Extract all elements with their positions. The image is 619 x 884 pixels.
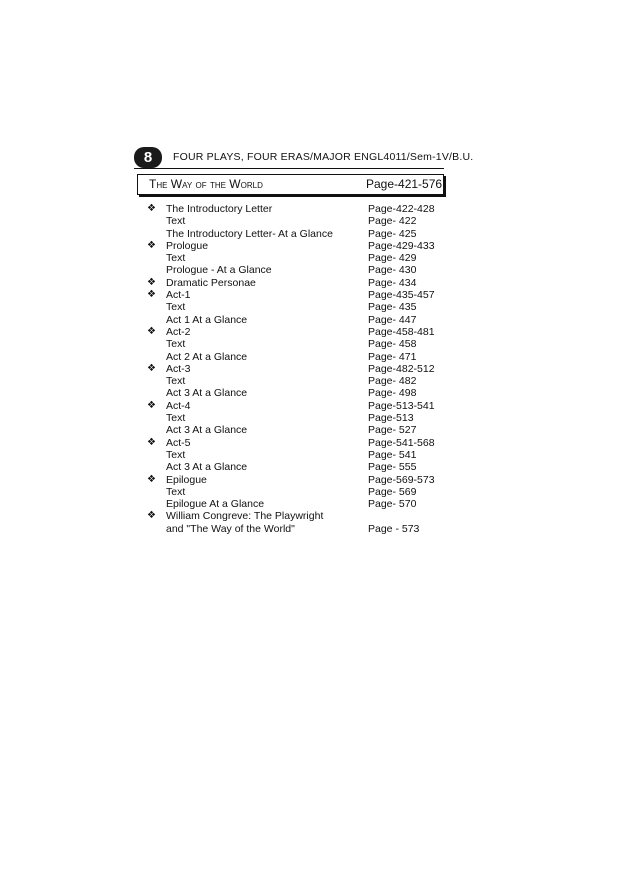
- toc-entry-label: Text: [166, 338, 186, 351]
- toc-entry-label: Prologue - At a Glance: [166, 264, 272, 277]
- toc-entry-label: Text: [166, 412, 186, 425]
- toc-entry: [147, 498, 447, 510]
- toc-entry: [147, 252, 447, 264]
- toc-entry-page: Page- 435: [368, 301, 417, 314]
- toc-entry-label: Act 3 At a Glance: [166, 461, 248, 474]
- toc-entry-page: Page- 422: [368, 215, 417, 228]
- four-petal-diamond-icon: ❖: [147, 239, 156, 251]
- toc-entry: [147, 240, 447, 252]
- toc-entry-page: Page-435-457: [368, 289, 435, 302]
- page-number-badge: 8: [134, 147, 162, 168]
- toc-entry-page: Page - 573: [368, 522, 420, 535]
- toc-entry: [147, 474, 447, 486]
- toc-entry-label: Text: [166, 252, 186, 265]
- toc-entry: [147, 277, 447, 289]
- running-header: [134, 147, 474, 169]
- toc-entry: [147, 412, 447, 424]
- toc-entry-page: Page- 541: [368, 448, 417, 461]
- toc-entry-page: Page- 569: [368, 485, 417, 498]
- toc-entry-label: Act-3: [166, 362, 191, 375]
- toc-entry-page: Page- 430: [368, 264, 417, 277]
- toc-entry: [147, 523, 447, 535]
- toc-entry-label: Act-4: [166, 399, 191, 412]
- toc-entry: [147, 314, 447, 326]
- toc-entry-label: Act-5: [166, 436, 191, 449]
- toc-entry: [147, 203, 447, 215]
- toc-entry-label: Act-1: [166, 289, 191, 302]
- section-title-box: [137, 174, 444, 195]
- toc-entry-page: Page- 570: [368, 498, 417, 511]
- four-petal-diamond-icon: ❖: [147, 289, 156, 301]
- toc-entry: [147, 301, 447, 313]
- table-of-contents: [147, 203, 447, 535]
- toc-entry-label: Act 2 At a Glance: [166, 350, 248, 363]
- toc-entry-page: Page-541-568: [368, 436, 435, 449]
- four-petal-diamond-icon: ❖: [147, 510, 156, 522]
- four-petal-diamond-icon: ❖: [147, 473, 156, 485]
- section-page-range: Page-421-576: [366, 177, 443, 191]
- toc-entry: [147, 437, 447, 449]
- toc-entry-page: Page-422-428: [368, 203, 435, 215]
- toc-entry: [147, 264, 447, 276]
- four-petal-diamond-icon: ❖: [147, 276, 156, 288]
- toc-entry-label: Epilogue: [166, 473, 207, 486]
- toc-entry: [147, 424, 447, 436]
- toc-entry-label: Act 3 At a Glance: [166, 424, 248, 437]
- toc-entry: [147, 486, 447, 498]
- toc-entry-page: Page-482-512: [368, 362, 435, 375]
- toc-entry-label: Text: [166, 215, 186, 228]
- toc-entry-page: Page- 458: [368, 338, 417, 351]
- toc-entry-label: Text: [166, 375, 186, 388]
- toc-entry-label: Text: [166, 301, 186, 314]
- toc-entry-label: Prologue: [166, 239, 209, 252]
- toc-entry-label: The Introductory Letter- At a Glance: [166, 227, 333, 240]
- toc-entry-page: Page- 498: [368, 387, 417, 400]
- toc-entry-label: William Congreve: The Playwright: [166, 510, 324, 523]
- toc-entry: [147, 449, 447, 461]
- four-petal-diamond-icon: ❖: [147, 436, 156, 448]
- toc-entry-page: Page-513-541: [368, 399, 435, 412]
- toc-entry-page: Page- 447: [368, 313, 417, 326]
- toc-entry: [147, 351, 447, 363]
- toc-entry-label: Epilogue At a Glance: [166, 498, 265, 511]
- section-title: The Way of the World: [149, 177, 263, 191]
- toc-entry-label: Act 1 At a Glance: [166, 313, 248, 326]
- toc-entry: [147, 400, 447, 412]
- running-title: FOUR PLAYS, FOUR ERAS/MAJOR ENGL4011/Sem-1V/B.U.: [173, 151, 474, 163]
- toc-entry: [147, 338, 447, 350]
- header-rule: [134, 168, 444, 169]
- toc-entry: [147, 228, 447, 240]
- toc-entry-page: Page-429-433: [368, 239, 435, 252]
- four-petal-diamond-icon: ❖: [147, 325, 156, 337]
- toc-entry-page: Page-513: [368, 412, 414, 425]
- toc-entry-page: Page-458-481: [368, 325, 435, 338]
- toc-entry: [147, 461, 447, 473]
- toc-entry-page: Page-569-573: [368, 473, 435, 486]
- toc-entry-page: Page- 425: [368, 227, 417, 240]
- toc-entry: [147, 375, 447, 387]
- toc-entry: [147, 363, 447, 375]
- toc-entry-label: Dramatic Personae: [166, 276, 256, 289]
- toc-entry: [147, 326, 447, 338]
- toc-entry-page: Page- 555: [368, 461, 417, 474]
- toc-entry-label: The Introductory Letter: [166, 203, 273, 215]
- toc-entry-page: Page- 471: [368, 350, 417, 363]
- toc-entry-label: and "The Way of the World": [166, 522, 295, 535]
- toc-entry-page: Page- 434: [368, 276, 417, 289]
- four-petal-diamond-icon: ❖: [147, 203, 156, 214]
- toc-entry-page: Page- 527: [368, 424, 417, 437]
- toc-entry-page: Page- 429: [368, 252, 417, 265]
- toc-entry-label: Act 3 At a Glance: [166, 387, 248, 400]
- toc-entry: [147, 289, 447, 301]
- four-petal-diamond-icon: ❖: [147, 399, 156, 411]
- toc-entry-label: Text: [166, 485, 186, 498]
- toc-entry-label: Act-2: [166, 325, 191, 338]
- toc-entry-page: Page- 482: [368, 375, 417, 388]
- four-petal-diamond-icon: ❖: [147, 362, 156, 374]
- toc-entry: [147, 387, 447, 399]
- toc-entry-label: Text: [166, 448, 186, 461]
- toc-entry: [147, 215, 447, 227]
- toc-entry: [147, 510, 447, 522]
